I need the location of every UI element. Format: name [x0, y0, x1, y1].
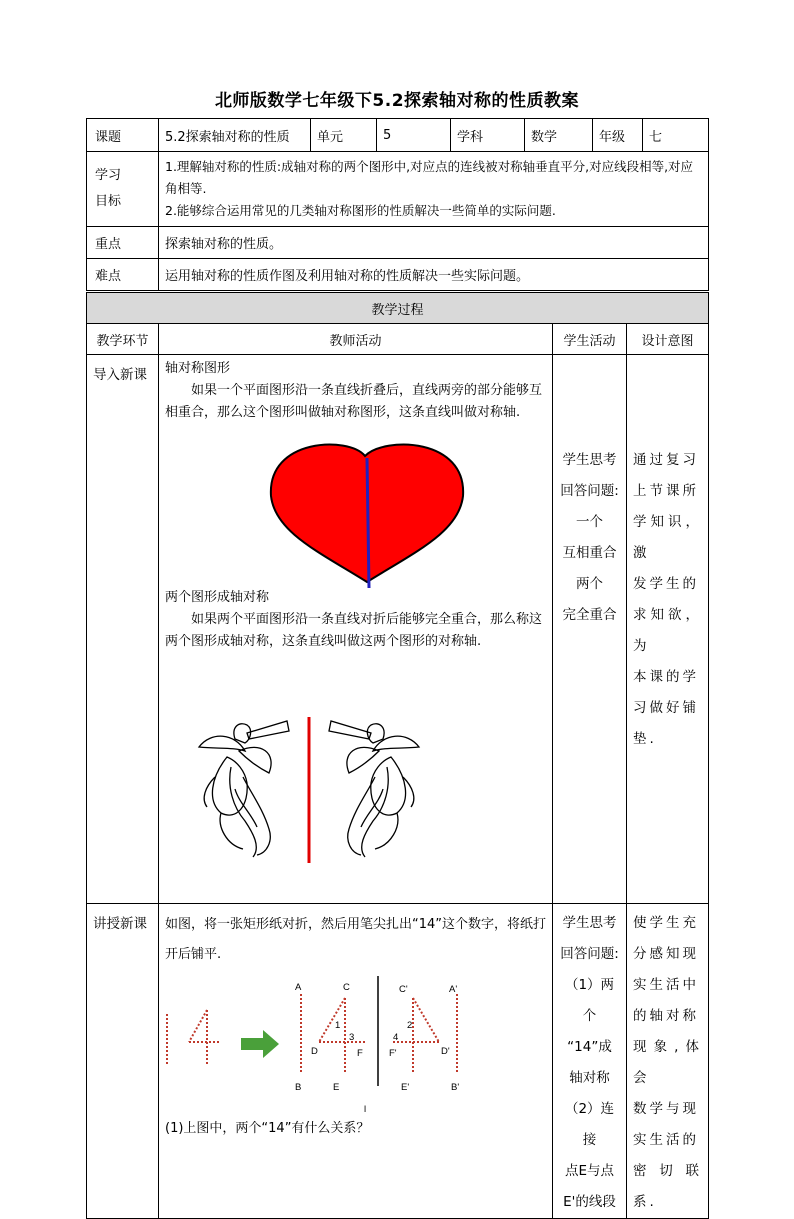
heading-axis-pair: 两个图形成轴对称 — [165, 590, 270, 605]
process-header-row — [87, 324, 709, 355]
unit-value: 5 — [377, 119, 451, 152]
svg-text:D: D — [311, 1046, 318, 1057]
svg-text:C': C' — [399, 984, 408, 995]
info-row — [87, 119, 709, 152]
section-row-new — [87, 904, 709, 1219]
difficult-point-label: 难点 — [87, 259, 159, 291]
svg-text:D': D' — [441, 1046, 450, 1057]
grade-value: 七 — [643, 119, 709, 152]
heart-figure — [259, 440, 479, 590]
header-teacher: 教师活动 — [159, 324, 553, 355]
section-name-intro: 导入新课 — [87, 355, 159, 904]
svg-text:1: 1 — [335, 1020, 341, 1031]
objective-item-1: 1.理解轴对称的性质:成轴对称的两个图形中,对应点的连线被对称轴垂直平分,对应线段相等,对应角相等. — [165, 159, 694, 196]
angel-right-icon — [329, 721, 419, 857]
objectives-row — [87, 152, 709, 227]
grade-label: 年级 — [593, 119, 643, 152]
topic-value: 5.2探索轴对称的性质 — [159, 119, 311, 152]
svg-text:2: 2 — [407, 1020, 413, 1031]
heading-axis-figure: 轴对称图形 — [165, 361, 231, 376]
difficult-point-row — [87, 259, 709, 291]
text-axis-figure: 如果一个平面图形沿一条直线折叠后，直线两旁的部分能够互相重合，那么这个图形叫做轴对称图形，这条直线叫做对称轴. — [165, 383, 543, 420]
teacher-activity-new — [159, 904, 553, 1219]
svg-text:E': E' — [401, 1082, 410, 1093]
info-table — [86, 118, 709, 291]
left-14-icon — [301, 994, 365, 1072]
objectives-label: 学习 目标 — [87, 152, 159, 227]
design-intent-intro: 通过复习 上节课所 学知识，激 发学生的 求知欲，为 本课的学 习做好铺 垫. — [627, 355, 709, 904]
angel-left-icon — [199, 721, 289, 857]
angel-figure — [191, 717, 431, 867]
svg-text:A': A' — [449, 984, 458, 995]
text-axis-pair: 如果两个平面图形沿一条直线对折后能够完全重合，那么称这两个图形成轴对称，这条直线叫做这两个图形的对称轴. — [165, 612, 543, 649]
small-14-icon — [167, 1010, 221, 1066]
question-1: (1)上图中，两个“14”有什么关系？ — [165, 1121, 370, 1136]
svg-text:3: 3 — [349, 1032, 355, 1043]
process-banner: 教学过程 — [87, 293, 709, 324]
objectives-value — [159, 152, 709, 227]
header-stage: 教学环节 — [87, 324, 159, 355]
topic-label: 课题 — [87, 119, 159, 152]
label-axis: l — [364, 1104, 367, 1115]
header-design: 设计意图 — [627, 324, 709, 355]
svg-text:B': B' — [451, 1082, 460, 1093]
svg-text:A: A — [295, 982, 302, 993]
svg-text:F: F — [357, 1048, 363, 1059]
heart-axis-line — [367, 458, 369, 588]
svg-text:4: 4 — [393, 1032, 399, 1043]
process-table — [86, 292, 709, 1219]
difficult-point-value: 运用轴对称的性质作图及利用轴对称的性质解决一些实际问题。 — [159, 259, 709, 291]
teacher-activity-intro — [159, 355, 553, 904]
svg-text:E: E — [333, 1082, 340, 1093]
svg-text:C: C — [343, 982, 350, 993]
svg-text:F': F' — [389, 1048, 397, 1059]
objective-item-2: 2.能够综合运用常见的几类轴对称图形的性质解决一些简单的实际问题. — [165, 203, 556, 218]
subject-label: 学科 — [451, 119, 525, 152]
section-name-new: 讲授新课 — [87, 904, 159, 1219]
header-student: 学生活动 — [553, 324, 627, 355]
unit-label: 单元 — [311, 119, 377, 152]
section-row-intro — [87, 355, 709, 904]
subject-value: 数学 — [525, 119, 593, 152]
fold-14-figure — [159, 976, 553, 1121]
key-point-label: 重点 — [87, 227, 159, 259]
process-banner-row — [87, 293, 709, 324]
student-activity-new: 学生思考 回答问题: （1）两个 “14”成 轴对称 （2）连接 点E与点 E'的线段 — [553, 904, 627, 1219]
arrow-right-icon — [241, 1030, 279, 1058]
key-point-row — [87, 227, 709, 259]
right-14-icon — [393, 994, 457, 1072]
page-title: 北师版数学七年级下5.2探索轴对称的性质教案 — [214, 91, 580, 111]
svg-text:B: B — [295, 1082, 302, 1093]
design-intent-new: 使学生充 分感知现 实生活中 的轴对称 现象,体会 数学与现 实生活的 密切联系. — [627, 904, 709, 1219]
student-activity-intro: 学生思考 回答问题: 一个 互相重合 两个 完全重合 — [553, 355, 627, 904]
text-paper-fold: 如图，将一张矩形纸对折，然后用笔尖扎出“14”这个数字，将纸打开后铺平. — [165, 917, 547, 962]
key-point-value: 探索轴对称的性质。 — [159, 227, 709, 259]
